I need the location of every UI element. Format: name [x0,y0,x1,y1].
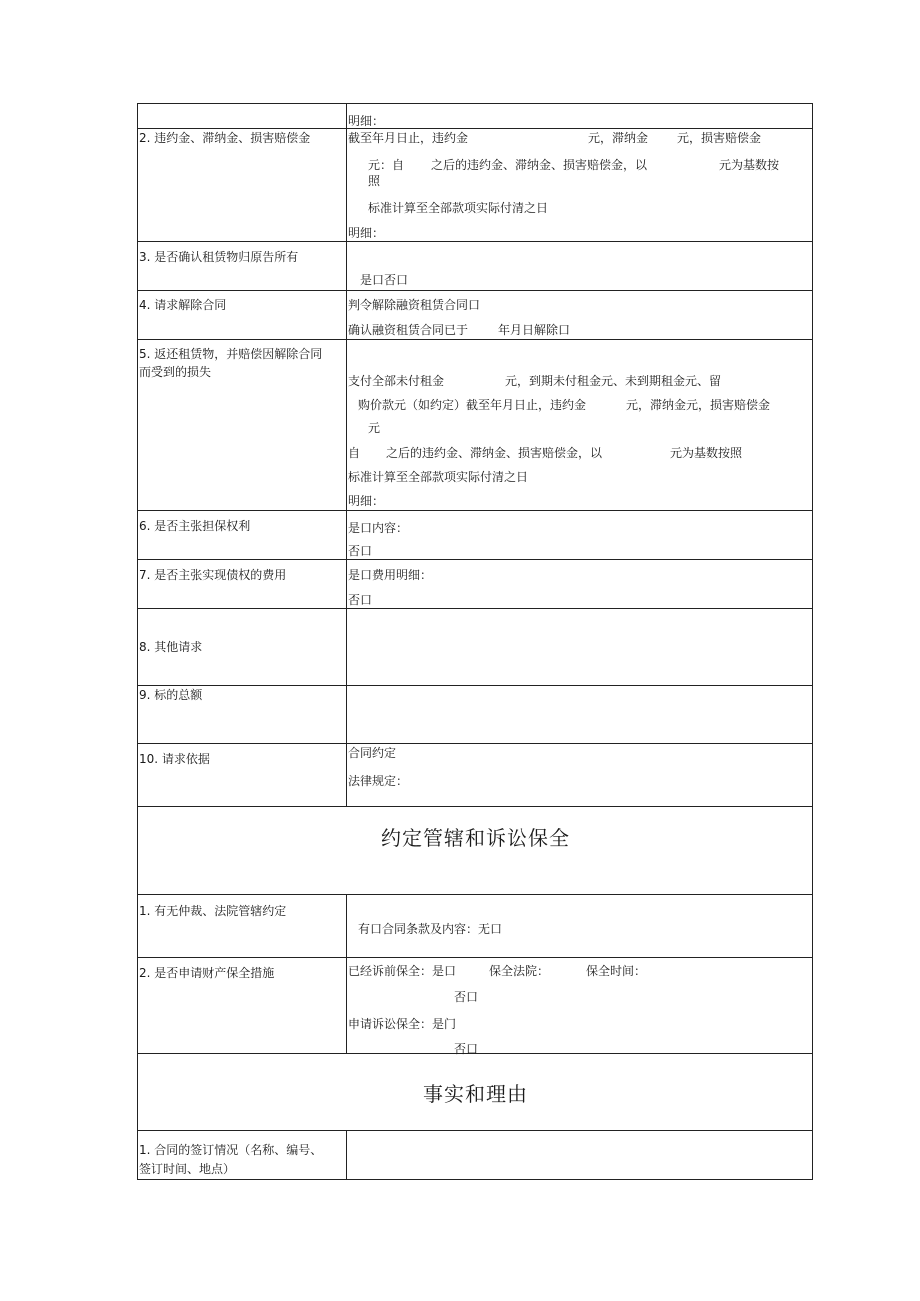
text-line: 标准计算至全部款项实际付清之日 [368,201,549,215]
table-row [138,609,813,686]
row-label [138,560,347,609]
row-label [138,609,347,686]
table-row [138,340,813,511]
text-line: 元，损害赔偿金 [677,131,762,145]
confirmed-terminated-option[interactable]: 确认融资租赁合同已于 [348,323,469,337]
row-content [347,242,813,291]
arbitration-label: 1. 有无仲裁、法院管辖约定 [139,904,287,918]
section-title-facts [138,1054,813,1131]
text-line: 年月日解除口 [498,323,571,337]
terminate-option[interactable]: 判令解除融资租赁合同口 [348,298,481,312]
table-row [138,291,813,340]
table-row [138,1131,813,1180]
guarantee-label: 6. 是否主张担保权利 [139,519,251,533]
row-label [138,340,347,511]
other-claims-label: 8. 其他请求 [139,640,203,654]
expense-no-option[interactable]: 否口 [348,593,373,607]
row-content [347,895,813,958]
guarantee-yes-option[interactable]: 是口内容： [348,521,409,535]
table-row [138,1054,813,1131]
complaint-form-table [137,103,813,1180]
table-row [138,104,813,129]
table-row [138,958,813,1054]
row-content [347,291,813,340]
text-line: 截至年月日止，违约金 [348,131,469,145]
terminate-label: 4. 请求解除合同 [139,298,227,312]
ownership-label: 3. 是否确认租赁物归原告所有 [139,250,299,264]
row-label [138,895,347,958]
text-line: 保全法院： [489,964,550,978]
pre-suit-yes-option[interactable]: 已经诉前保全：是口 [348,964,457,978]
penalty-label: 2. 违约金、滞纳金、损害赔偿金 [139,131,311,145]
row-label [138,511,347,560]
row-content [347,744,813,807]
ownership-checkboxes[interactable]: 是口否口 [360,273,409,287]
detail-text: 明细： [348,114,385,128]
table-row [138,895,813,958]
table-row [138,560,813,609]
text-line: 购价款元（如约定）截至年月日止，违约金 [358,398,587,412]
text-line: 之后的违约金、滞纳金、损害赔偿金，以 [431,158,648,172]
row-label [138,291,347,340]
contract-signing-label: 1. 合同的签订情况（名称、编号、 [139,1143,323,1157]
text-line: 元：自 [368,158,405,172]
contract-basis-text: 合同约定 [348,746,397,760]
return-label: 而受到的损失 [139,365,212,379]
pre-suit-no-option[interactable]: 否口 [454,990,479,1004]
text-line: 元，滞纳金元，损害赔偿金 [626,398,771,412]
text-line: 之后的违约金、滞纳金、损害赔偿金，以 [386,446,603,460]
text-line: 保全时间： [586,964,647,978]
return-label: 5. 返还租赁物，并赔偿因解除合同 [139,347,323,361]
arbitration-options[interactable]: 有口合同条款及内容：无口 [358,922,503,936]
table-row [138,242,813,291]
text-line: 元，滞纳金 [588,131,649,145]
text-line: 支付全部未付租金 [348,374,445,388]
section-heading: 约定管辖和诉讼保全 [381,826,570,850]
row-label [138,744,347,807]
expense-yes-option[interactable]: 是口费用明细： [348,568,433,582]
row-content [347,340,813,511]
text-line: 照 [368,174,381,188]
row-label [138,104,347,129]
text-line: 元为基数按 [719,158,780,172]
contract-signing-field[interactable] [347,1131,813,1180]
row-label [138,686,347,744]
text-line: 自 [348,446,361,460]
text-line: 标准计算至全部款项实际付清之日 [348,470,529,484]
terminate-content [348,291,812,337]
penalty-content [348,129,812,239]
other-claims-field[interactable] [347,609,813,686]
litigation-yes-option[interactable]: 申请诉讼保全：是门 [348,1017,457,1031]
preservation-label: 2. 是否申请财产保全措施 [139,966,275,980]
row-content [347,560,813,609]
text-line: 元，到期未付租金元、未到期租金元、留 [505,374,722,388]
table-row [138,511,813,560]
row-content [347,129,813,242]
table-row [138,129,813,242]
table-row [138,807,813,895]
total-amount-label: 9. 标的总额 [139,688,203,702]
row-label [138,958,347,1054]
basis-label: 10. 请求依据 [139,752,210,766]
row-label [138,1131,347,1180]
total-amount-field[interactable] [347,686,813,744]
row-label [138,129,347,242]
text-line: 元为基数按照 [670,446,743,460]
table-row [138,686,813,744]
row-content [347,104,813,129]
law-basis-text: 法律规定： [348,774,409,788]
litigation-no-option[interactable]: 否口 [454,1042,479,1056]
row-content [347,958,813,1054]
detail-text: 明细： [348,494,385,508]
preservation-content [348,958,812,1056]
table-row [138,744,813,807]
row-content [347,511,813,560]
text-line: 元 [368,421,381,435]
expense-label: 7. 是否主张实现债权的费用 [139,568,287,582]
section-heading: 事实和理由 [423,1081,528,1106]
row-label [138,242,347,291]
section-title-jurisdiction [138,807,813,895]
return-content [348,340,812,508]
guarantee-no-option[interactable]: 否口 [348,544,373,558]
contract-signing-label: 签订时间、地点） [139,1162,236,1176]
detail-text: 明细： [348,226,385,240]
